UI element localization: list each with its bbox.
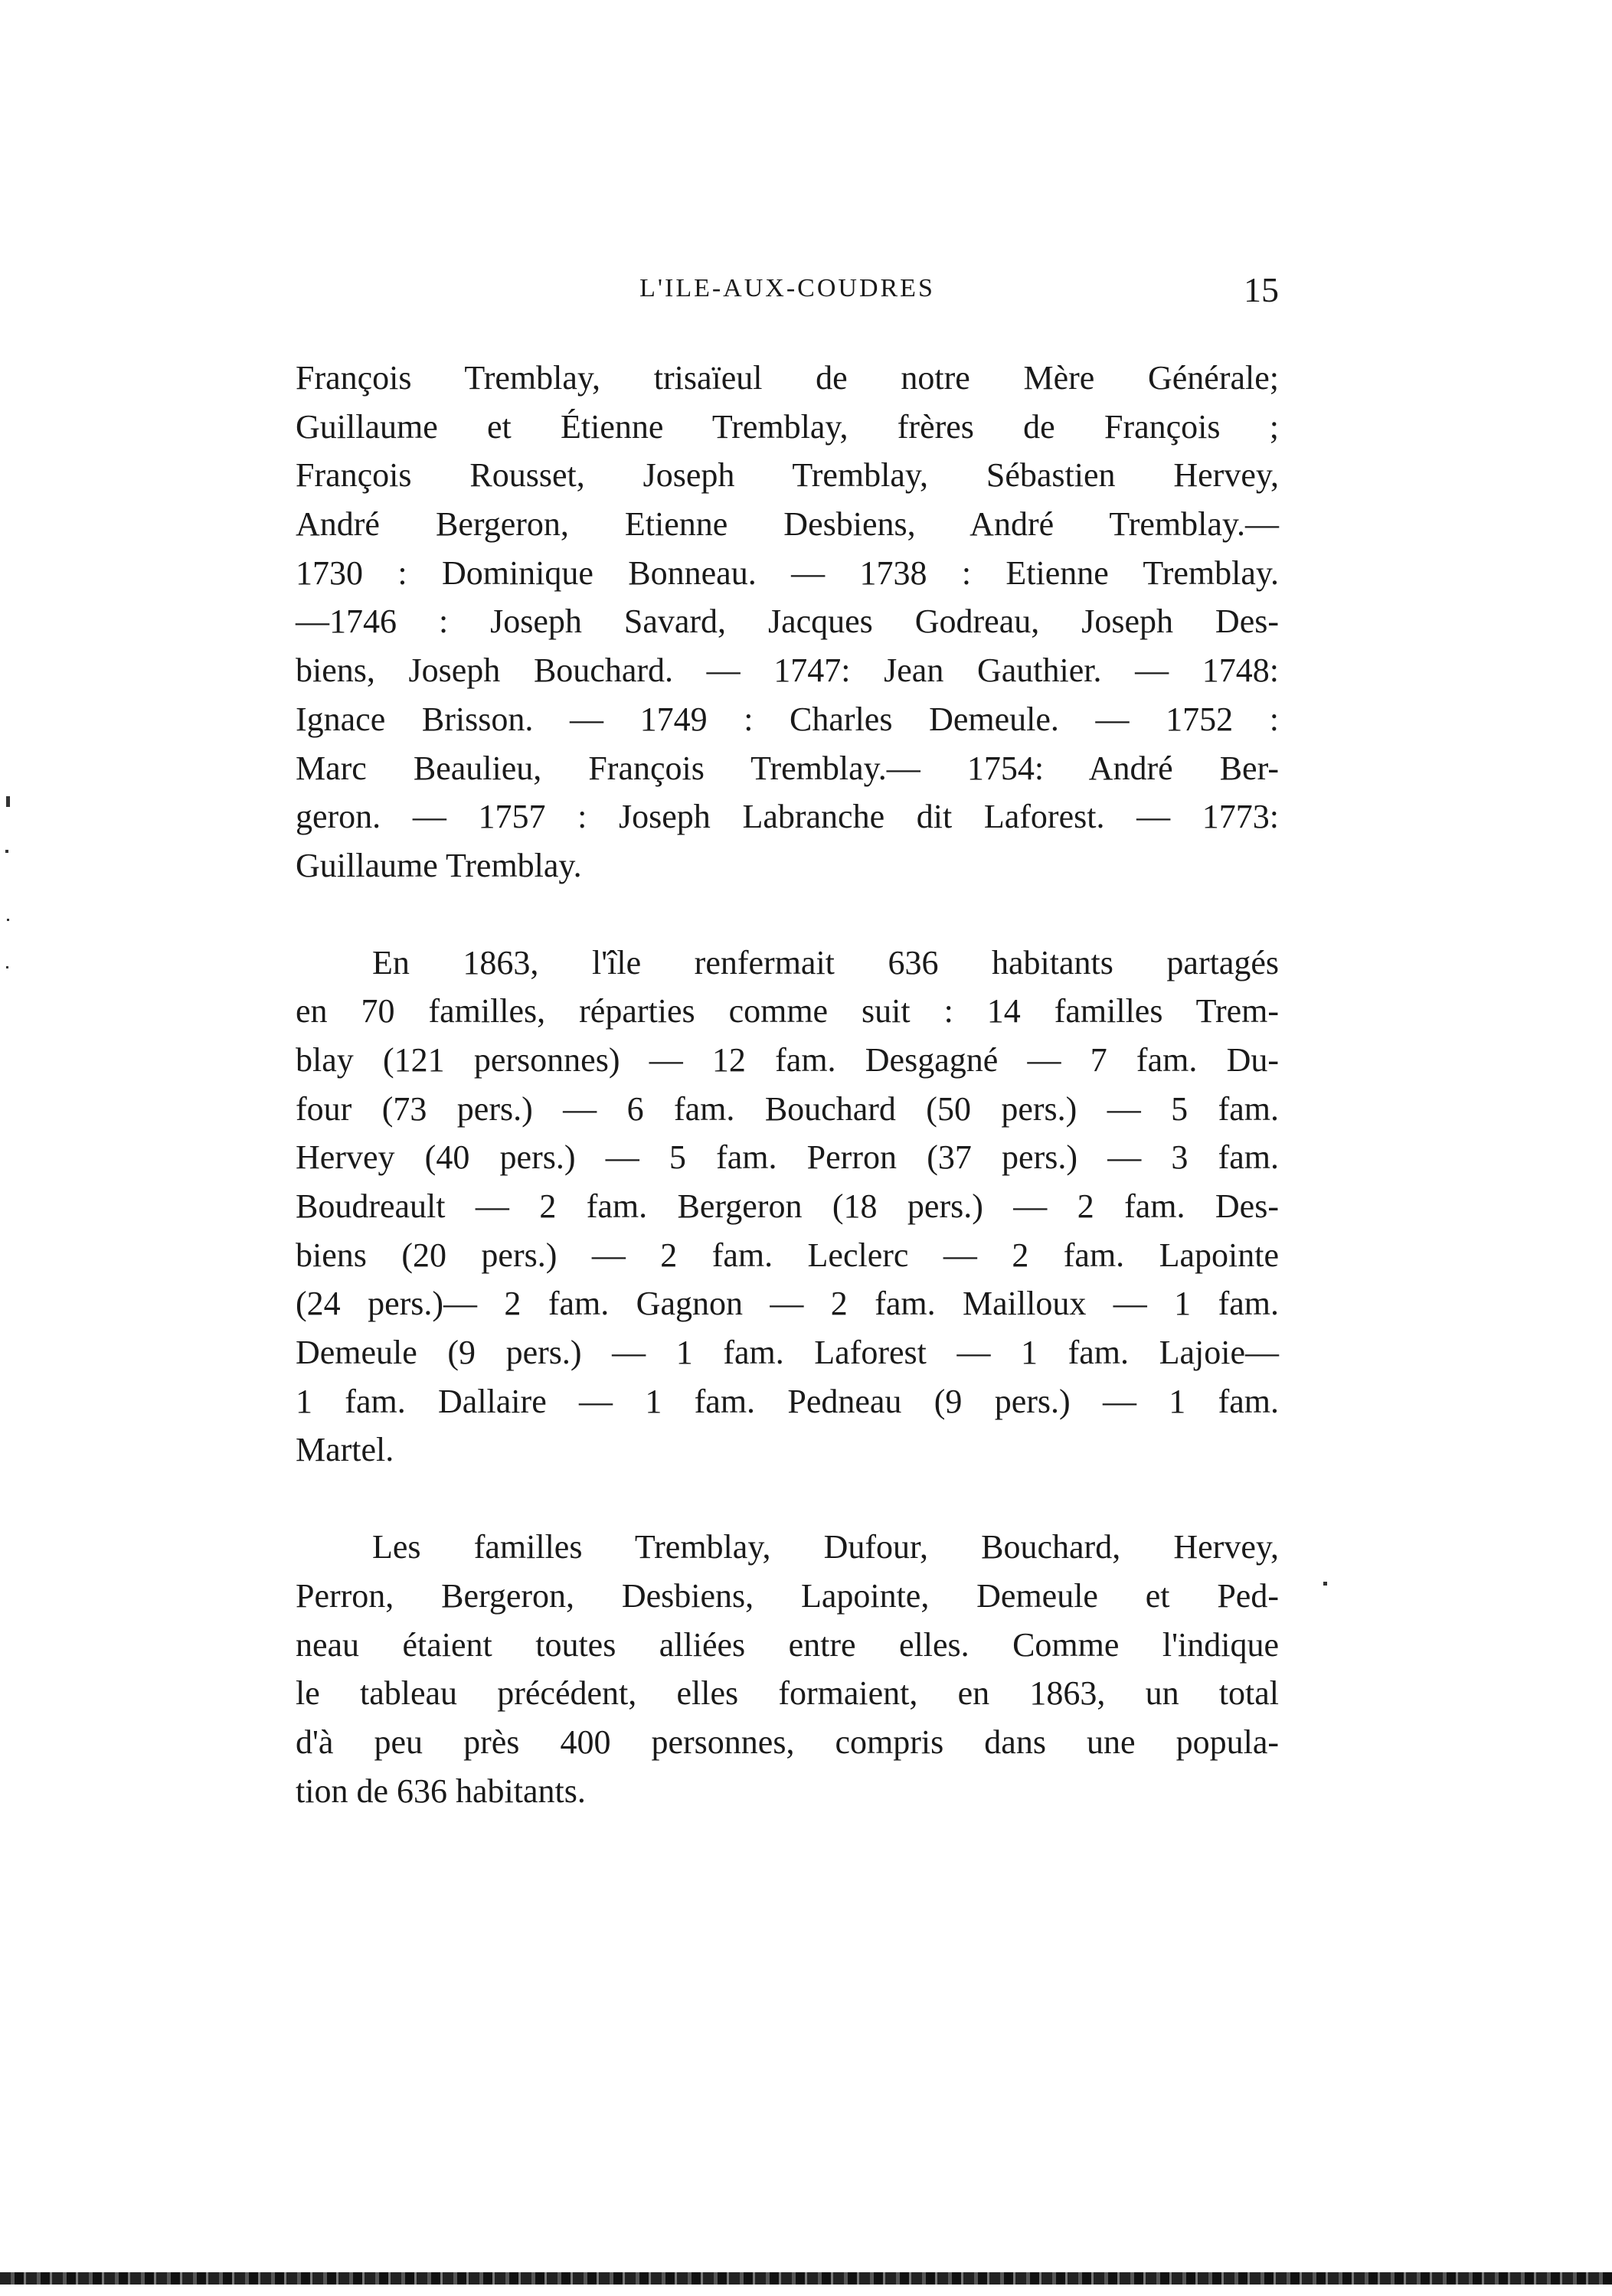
paragraph-gap	[296, 1475, 1279, 1523]
scan-speck	[5, 850, 8, 853]
paragraph-families-1863	[296, 939, 1279, 1475]
text-line: en 70 familles, réparties comme suit : 14 familles Trem-	[296, 992, 1279, 1030]
text-line: four (73 pers.) — 6 fam. Bouchard (50 pers.) — 5 fam.	[296, 1089, 1279, 1128]
body-text	[296, 354, 1279, 1815]
running-title: L'ILE-AUX-COUDRES	[639, 274, 935, 302]
text-line: Hervey (40 pers.) — 5 fam. Perron (37 pers.) — 3 fam.	[296, 1138, 1279, 1177]
text-line: Les familles Tremblay, Dufour, Bouchard, Hervey,	[372, 1528, 1279, 1566]
text-line: geron. — 1757 : Joseph Labranche dit Laforest. — 1773:	[296, 798, 1279, 836]
text-line: Guillaume Tremblay.	[296, 846, 582, 884]
text-line: Martel.	[296, 1431, 394, 1469]
page-number: 15	[1244, 270, 1279, 309]
scan-edge-band	[0, 2272, 1612, 2285]
paragraph-allied-families	[296, 1523, 1279, 1815]
text-line: En 1863, l'île renfermait 636 habitants partagés	[372, 943, 1279, 981]
text-line: Ignace Brisson. — 1749 : Charles Demeule. — 1752 :	[296, 700, 1279, 738]
text-line: 1730 : Dominique Bonneau. — 1738 : Etienne Tremblay.	[296, 554, 1279, 592]
text-line: François Rousset, Joseph Tremblay, Sébastien Hervey,	[296, 456, 1279, 495]
text-line: (24 pers.)— 2 fam. Gagnon — 2 fam. Mailloux — 1 fam.	[296, 1285, 1279, 1323]
text-line: Marc Beaulieu, François Tremblay.— 1754: André Ber-	[296, 749, 1279, 787]
text-line: Demeule (9 pers.) — 1 fam. Laforest — 1 fam. Lajoie—	[296, 1334, 1279, 1372]
paragraph-gap	[296, 890, 1279, 939]
text-line: 1 fam. Dallaire — 1 fam. Pedneau (9 pers.) — 1 fam.	[296, 1382, 1279, 1420]
text-line: le tableau précédent, elles formaient, en 1863, un total	[296, 1674, 1279, 1713]
paragraph-founders	[296, 354, 1279, 890]
text-line: neau étaient toutes alliées entre elles. Comme l'indique	[296, 1625, 1279, 1664]
text-line: Guillaume et Étienne Tremblay, frères de François ;	[296, 407, 1279, 446]
text-line: tion de 636 habitants.	[296, 1772, 586, 1810]
text-line: Boudreault — 2 fam. Bergeron (18 pers.) — 2 fam. Des-	[296, 1187, 1279, 1225]
scan-speck	[7, 919, 9, 921]
text-line: François Tremblay, trisaïeul de notre Mère Générale;	[296, 359, 1279, 397]
scan-speck	[6, 966, 8, 968]
text-line: André Bergeron, Etienne Desbiens, André Tremblay.—	[296, 505, 1279, 544]
text-line: Perron, Bergeron, Desbiens, Lapointe, Demeule et Ped-	[296, 1576, 1279, 1615]
text-line: blay (121 personnes) — 12 fam. Desgagné — 7 fam. Du-	[296, 1040, 1279, 1079]
text-line: biens, Joseph Bouchard. — 1747: Jean Gauthier. — 1748:	[296, 652, 1279, 690]
text-line: —1746 : Joseph Savard, Jacques Godreau, Joseph Des-	[296, 603, 1279, 641]
scan-speck	[6, 796, 10, 807]
text-line: d'à peu près 400 personnes, compris dans une popula-	[296, 1723, 1279, 1761]
text-line: biens (20 pers.) — 2 fam. Leclerc — 2 fam. Lapointe	[296, 1236, 1279, 1274]
running-head	[296, 269, 1279, 315]
scan-speck	[1323, 1582, 1327, 1586]
